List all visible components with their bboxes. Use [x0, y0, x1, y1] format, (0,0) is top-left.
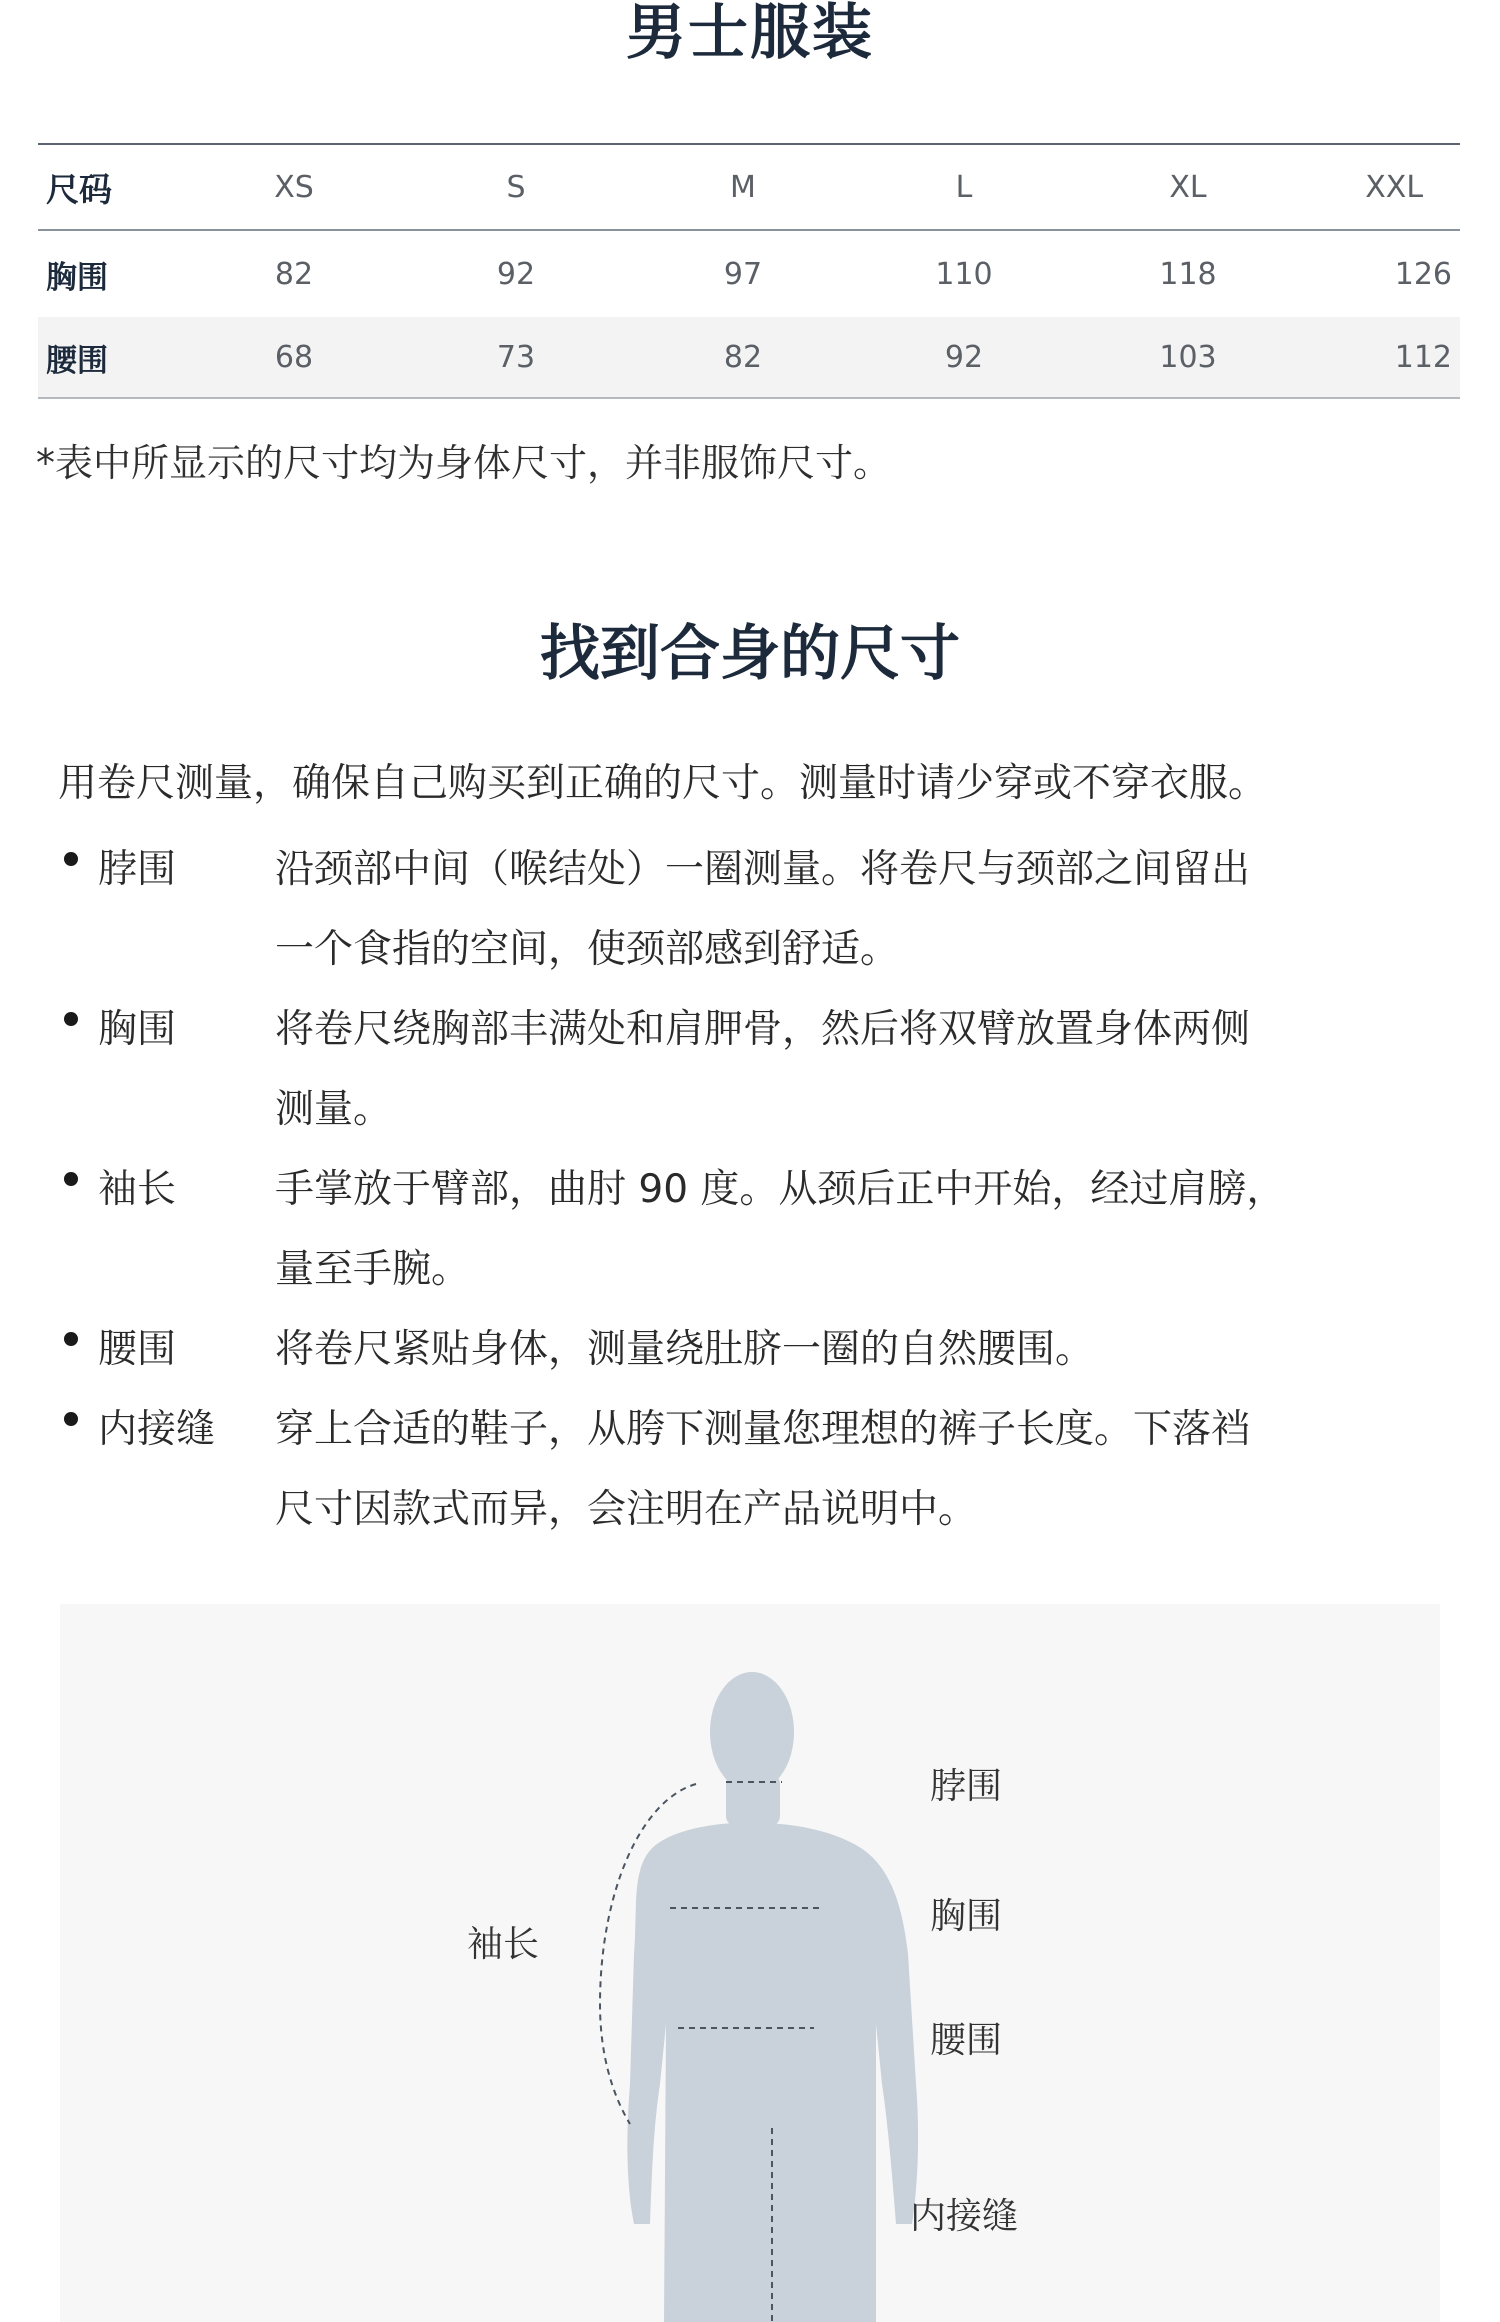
- description-line: 沿颈部中间（喉结处）一圈测量。将卷尺与颈部之间留出: [275, 847, 1251, 892]
- table-cell: 110: [935, 256, 993, 292]
- list-item: [58, 1390, 1398, 1550]
- bullet-icon: [64, 1172, 78, 1186]
- table-cell: 68: [274, 339, 314, 375]
- table-cell: 92: [496, 256, 536, 292]
- item-description: [275, 1390, 1435, 1550]
- header-label: 尺码: [46, 169, 112, 209]
- size-note: *表中所显示的尺寸均为身体尺寸，并非服饰尺寸。: [36, 441, 892, 485]
- bullet-icon: [64, 1012, 78, 1026]
- bullet-icon: [64, 1412, 78, 1426]
- item-label: 胸围: [98, 1007, 177, 1052]
- size-l: L: [955, 169, 973, 205]
- body-silhouette-icon: [60, 1604, 1440, 2322]
- description-line: 一个食指的空间，使颈部感到舒适。: [275, 927, 900, 972]
- list-item: [58, 830, 1398, 990]
- item-description: [275, 1150, 1435, 1310]
- item-label: 腰围: [98, 1327, 177, 1372]
- size-xxl: XXL: [1365, 169, 1424, 205]
- description-line: 将卷尺绕胸部丰满处和肩胛骨，然后将双臂放置身体两侧: [275, 1007, 1251, 1052]
- size-m: M: [730, 169, 756, 205]
- size-table: [38, 143, 1460, 399]
- table-cell: 82: [723, 339, 763, 375]
- page-title: 男士服装: [626, 0, 874, 68]
- table-cell: 82: [274, 256, 314, 292]
- list-item: [58, 1150, 1398, 1310]
- list-item: [58, 1310, 1398, 1390]
- size-s: S: [506, 169, 526, 205]
- table-cell: 126: [1394, 256, 1452, 292]
- table-cell: 118: [1159, 256, 1217, 292]
- table-row: [38, 231, 1460, 317]
- bullet-icon: [64, 1332, 78, 1346]
- size-xs: XS: [274, 169, 314, 205]
- description-line: 测量。: [275, 1087, 393, 1132]
- measurement-list: [58, 830, 1398, 1550]
- description-line: 量至手腕。: [275, 1247, 471, 1292]
- row-label-chest: 胸围: [46, 259, 108, 296]
- item-label: 袖长: [98, 1167, 177, 1212]
- section-title: 找到合身的尺寸: [540, 619, 960, 689]
- table-cell: 92: [944, 339, 984, 375]
- sleeve-label: 袖长: [467, 1924, 540, 1965]
- item-label: 脖围: [98, 847, 177, 892]
- waist-label: 腰围: [930, 2020, 1003, 2061]
- description-line: 穿上合适的鞋子，从胯下测量您理想的裤子长度。下落裆: [275, 1407, 1251, 1452]
- intro-text: 用卷尺测量，确保自己购买到正确的尺寸。测量时请少穿或不穿衣服。: [58, 761, 1268, 806]
- description-line: 手掌放于臂部，曲肘 90 度。从颈后正中开始，经过肩膀，: [275, 1167, 1286, 1212]
- description-line: 将卷尺紧贴身体，测量绕肚脐一圈的自然腰围。: [275, 1327, 1095, 1372]
- table-cell: 112: [1394, 339, 1452, 375]
- item-description: [275, 1310, 1435, 1390]
- chest-label: 胸围: [930, 1896, 1003, 1937]
- size-xl: XL: [1169, 169, 1207, 205]
- measurement-figure: [60, 1604, 1440, 2322]
- table-cell: 97: [723, 256, 763, 292]
- table-cell: 103: [1159, 339, 1217, 375]
- item-description: [275, 830, 1435, 990]
- size-table-header: [38, 145, 1460, 231]
- table-cell: 73: [496, 339, 536, 375]
- row-label-waist: 腰围: [46, 342, 108, 379]
- item-label: 内接缝: [98, 1407, 216, 1452]
- list-item: [58, 990, 1398, 1150]
- item-description: [275, 990, 1435, 1150]
- table-row: [38, 317, 1460, 399]
- description-line: 尺寸因款式而异，会注明在产品说明中。: [275, 1487, 978, 1532]
- neck-label: 脖围: [930, 1766, 1003, 1807]
- bullet-icon: [64, 852, 78, 866]
- inseam-label: 内接缝: [910, 2196, 1019, 2237]
